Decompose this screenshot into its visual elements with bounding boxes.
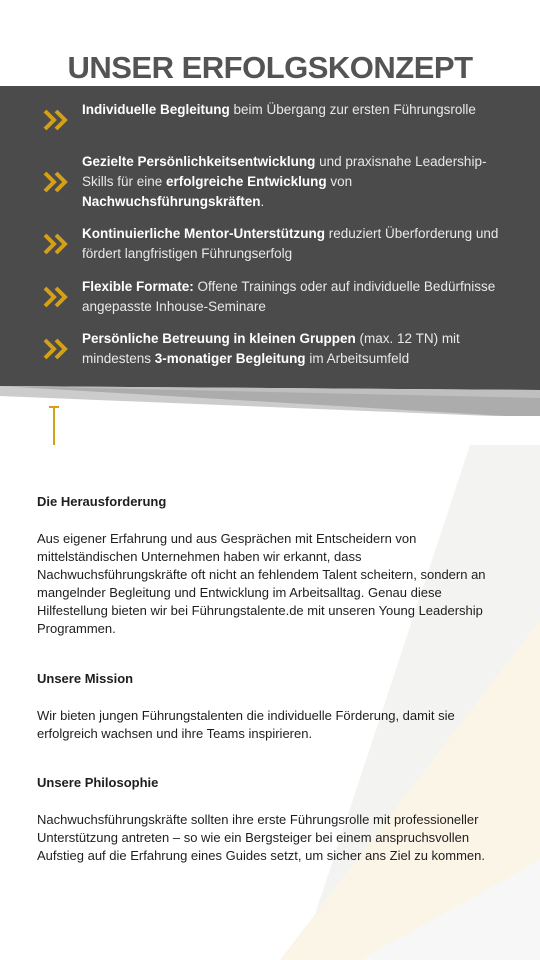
double-chevron-right-icon bbox=[42, 171, 70, 193]
benefit-text bbox=[82, 329, 512, 369]
benefit-text bbox=[82, 277, 512, 317]
benefit-text-run: und praxisnahe Leadership-Skills für eine bbox=[82, 154, 487, 189]
double-chevron-right-icon bbox=[42, 338, 70, 360]
double-chevron-right-icon bbox=[42, 109, 70, 131]
benefit-highlight: Individuelle Begleitung bbox=[82, 102, 230, 117]
benefit-text-run: beim Übergang zur ersten Führungsrolle bbox=[229, 102, 476, 117]
section-body: Aus eigener Erfahrung und aus Gesprächen mit Entscheidern von mittelständischen Unternehmen haben wir erkannt, dass Nachwuchsführungskräfte oft nicht an fehlendem Talent scheitern, sondern an mangelnder Begleitung und Entwicklung im Arbeitsalltag. Genau diese Hilfestellung bieten wir bei Führungstalente.de mit unseren Young Leadership Programmen. bbox=[37, 531, 486, 636]
benefit-highlight: Persönliche Betreuung in kleinen Gruppen bbox=[82, 331, 356, 346]
double-chevron-right-icon bbox=[42, 286, 70, 308]
benefit-text-run: im Arbeitsumfeld bbox=[305, 351, 410, 366]
section-philosophy bbox=[37, 775, 507, 865]
benefit-highlight: Flexible Formate: bbox=[82, 279, 194, 294]
section-heading: Die Herausforderung bbox=[37, 494, 167, 509]
section-body: Wir bieten jungen Führungstalenten die individuelle Förderung, damit sie erfolgreich wachsen und ihre Teams inspirieren. bbox=[37, 708, 455, 741]
benefit-text bbox=[82, 100, 512, 120]
accent-divider bbox=[53, 407, 55, 445]
section-challenge bbox=[37, 494, 507, 638]
benefit-highlight: Gezielte Persönlichkeitsentwicklung bbox=[82, 154, 316, 169]
benefit-highlight: Nachwuchsführungskräften bbox=[82, 194, 261, 209]
double-chevron-right-icon bbox=[42, 233, 70, 255]
benefit-highlight: 3-monatiger Begleitung bbox=[154, 351, 306, 366]
benefit-highlight: erfolgreiche Entwicklung bbox=[166, 174, 327, 189]
section-heading: Unsere Philosophie bbox=[37, 775, 159, 790]
section-body: Nachwuchsführungskräfte sollten ihre erste Führungsrolle mit professioneller Unterstützung antreten – so wie ein Bergsteiger bei einem anspruchsvollen Aufstieg auf die Erfahrung eines Guides setzt, um sicher ans Ziel zu kommen. bbox=[37, 812, 485, 863]
section-mission bbox=[37, 671, 507, 743]
section-heading: Unsere Mission bbox=[37, 671, 134, 686]
benefit-highlight: Kontinuierliche Mentor-Unterstützung bbox=[82, 226, 325, 241]
benefit-text-run: (max. 12 TN) mit mindestens bbox=[82, 331, 460, 366]
benefit-text-run: Offene Trainings oder auf individuelle Bedürfnisse angepasste Inhouse-Seminare bbox=[82, 279, 496, 314]
benefit-text bbox=[82, 152, 512, 212]
page-title: UNSER ERFOLGSKONZEPT bbox=[67, 50, 473, 85]
benefit-text-run: . bbox=[260, 194, 265, 209]
benefit-text-run: von bbox=[326, 174, 353, 189]
benefit-text-run: reduziert Überforderung und fördert langfristigen Führungserfolg bbox=[82, 226, 499, 261]
benefit-text bbox=[82, 224, 512, 264]
